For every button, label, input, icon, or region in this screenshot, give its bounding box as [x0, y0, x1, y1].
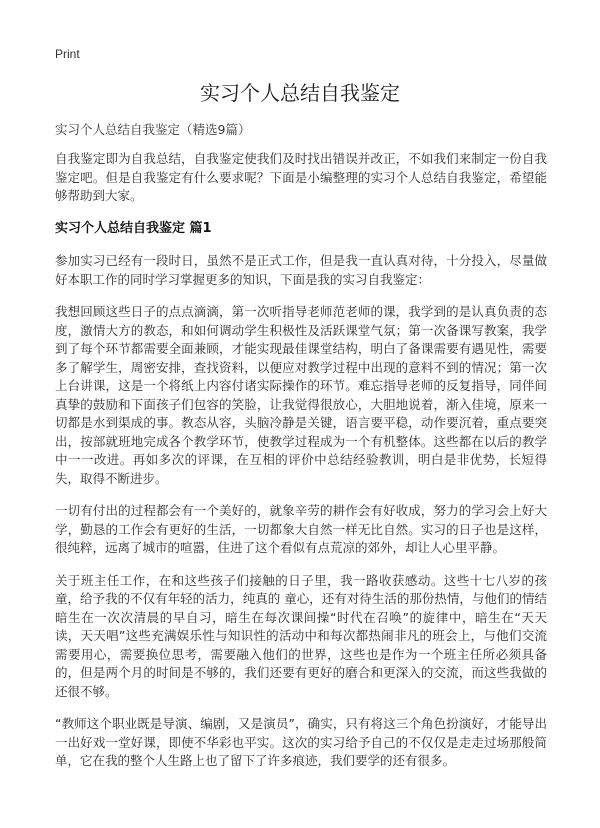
body-paragraph: 我想回顾这些日子的点点滴滴，第一次听指导老师范老师的课，我学到的是认真负责的态度，激情大方的教态，和如何调动学生积极性及活跃课堂气氛；第一次备课写教案，我学到了每个环节都需要全面兼顾，才能实现最佳课堂结构，明白了备课需要有遇见性，需要多了解学生，周密安排，查找资料，以便应对教学过程中出现的意料不到的情况；第一次上台讲课，这是一个将纸上内容付诸实际操作的环节。难忘指导老师的反复指导，同伴间真挚的鼓励和下面孩子们包容的笑脸，让我觉得很放心，大胆地说着，渐入佳境，原来一切都是水到渠成的事。教态从容，头脑冷静是关键，语言要平稳，动作要沉着，重点要突出，按部就班地完成各个教学环节，使教学过程成为一个有机整体。这些都在以后的教学中一一改进。再如多次的评课，在互相的评价中总结经验教训，明白是非优势，长短得失，取得不断进步。 — [55, 304, 547, 486]
intro-paragraph: 自我鉴定即为自我总结，自我鉴定使我们及时找出错误并改正，不如我们来制定一份自我鉴定吧。但是自我鉴定有什么要求呢？下面是小编整理的实习个人总结自我鉴定，希望能够帮助到大家。 — [55, 151, 547, 203]
page-title: 实习个人总结自我鉴定 — [200, 81, 400, 105]
body-paragraph: “教师这个职业既是导演、编剧，又是演员”，确实，只有将这三个角色扮演好，才能导出一出好戏一堂好课，即使不华彩也平实。这次的实习给予自己的不仅仅是走走过场那般简单，它在我的整个人生路上也了留下了许多痕迹，我们要学的还有很多。 — [55, 716, 547, 768]
body-paragraph: 一切有付出的过程都会有一个美好的，就象辛劳的耕作会有好收成，努力的学习会上好大学，勤恳的工作会有更好的生活，一切都象大自然一样无比自然。实习的日子也是这样，很纯粹，远离了城市的喧嚣，住进了这个看似有点荒凉的郊外，却让人心里平静。 — [55, 503, 547, 555]
body-paragraph: 关于班主任工作，在和这些孩子们接触的日子里，我一路收获感动。这些十七八岁的孩童，给予我的不仅有年轻的活力，纯真的 童心，还有对待生活的那份热情，与他们的情结暗生在一次次清晨的早自习，暗生在每次课间操“时代在召唤”的旋律中，暗生在“天天读，天天唱”这些充满娱乐性与知识性的活动中和每次都热闹非凡的班会上，与他们交流需要用心，需要换位思考，需要融入他们的世界，这些也是作为一个班主任所必须具备的，但是两个月的时间是不够的，我们还要有更好的磨合和更深入的交流，而这些我做的还很不够。 — [55, 572, 547, 699]
article-body — [55, 150, 547, 785]
print-link[interactable]: Print — [55, 47, 80, 61]
section-heading: 实习个人总结自我鉴定 篇1 — [55, 220, 212, 236]
body-paragraph: 参加实习已经有一段时日，虽然不是正式工作，但是我一直认真对待，十分投入，尽量做好本职工作的同时学习掌握更多的知识，下面是我的实习自我鉴定： — [55, 253, 547, 287]
subtitle: 实习个人总结自我鉴定（精选9篇） — [55, 122, 251, 137]
